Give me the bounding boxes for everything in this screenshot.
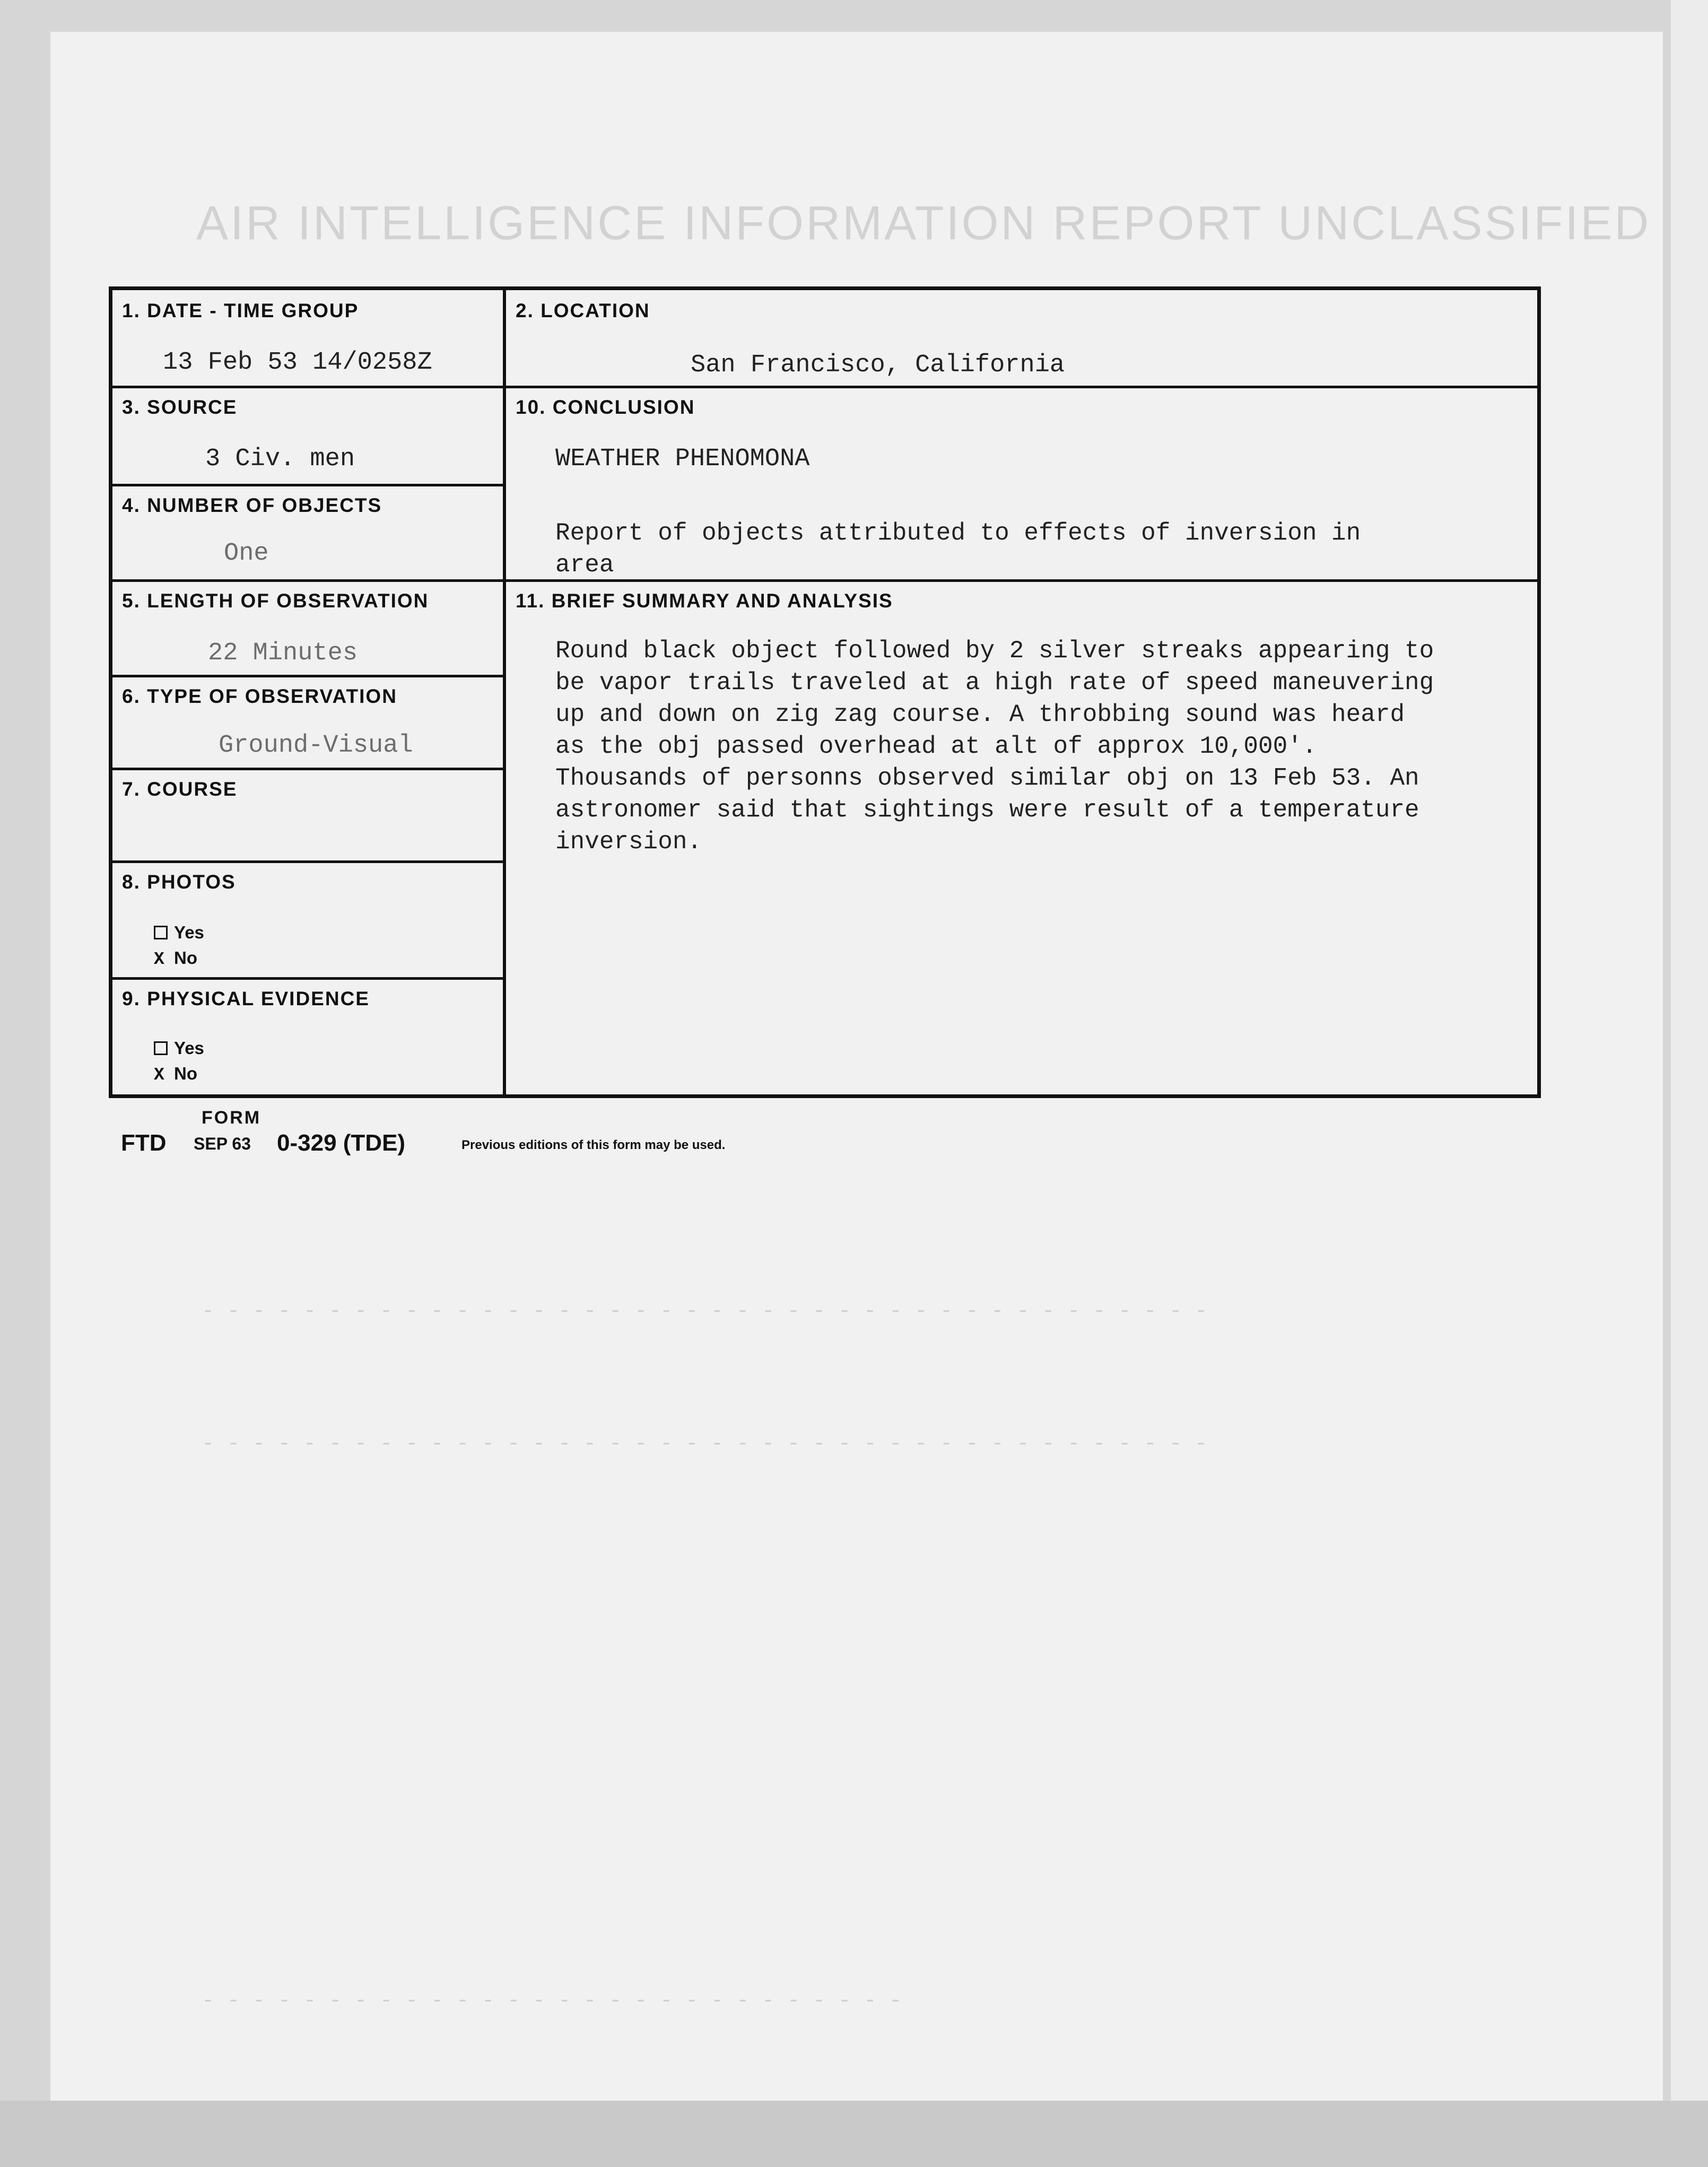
length-of-observation-label: 5. LENGTH OF OBSERVATION (122, 590, 429, 612)
type-of-observation-value: Ground-Visual (219, 732, 413, 760)
footer-agency: FTD (121, 1130, 167, 1156)
ghost-text-line: - - - - - - - - - - - - - - - - - - - - - - - - - - - - (202, 1989, 902, 2013)
date-time-group-label: 1. DATE - TIME GROUP (122, 300, 359, 321)
row-divider (112, 484, 505, 486)
footer-form-word: FORM (202, 1108, 262, 1128)
photos-yes-mark (154, 924, 168, 944)
physical-evidence-yes-option[interactable] (154, 1038, 204, 1059)
photos-no-option[interactable] (154, 948, 197, 969)
physical-evidence-yes-mark (154, 1040, 168, 1059)
location-value: San Francisco, California (691, 351, 1065, 379)
scan-bottom-band (0, 2101, 1708, 2167)
photos-no-mark: X (154, 950, 164, 969)
row-divider (112, 860, 505, 863)
ghost-text-line: - - - - - - - - - - - - - - - - - - - - - - - - - - - - - - - - - - - - - - - - (202, 1300, 1208, 1324)
physical-evidence-no-mark: X (154, 1065, 164, 1085)
photos-yes-label: Yes (174, 923, 204, 942)
physical-evidence-no-option[interactable] (154, 1064, 197, 1085)
number-of-objects-label: 4. NUMBER OF OBJECTS (122, 494, 382, 516)
column-divider (503, 290, 506, 1094)
ghost-report-title: AIR INTELLIGENCE INFORMATION REPORT UNCLASSIFIED (196, 197, 1651, 250)
length-of-observation-value: 22 Minutes (208, 639, 358, 667)
photos-no-label: No (174, 948, 197, 968)
conclusion-label: 10. CONCLUSION (516, 396, 695, 418)
page-edge (1671, 0, 1708, 2167)
physical-evidence-yes-label: Yes (174, 1038, 204, 1058)
physical-evidence-no-label: No (174, 1064, 197, 1083)
photos-yes-option[interactable] (154, 923, 204, 944)
type-of-observation-label: 6. TYPE OF OBSERVATION (122, 685, 397, 707)
source-label: 3. SOURCE (122, 396, 238, 418)
ghost-text-line: - - - - - - - - - - - - - - - - - - - - - - - - - - - - - - - - - - - - - - - - (202, 1432, 1208, 1456)
photos-label: 8. PHOTOS (122, 871, 236, 893)
summary-label: 11. BRIEF SUMMARY AND ANALYSIS (516, 590, 893, 612)
row-divider (112, 675, 505, 677)
row-divider (112, 977, 505, 980)
footer-notice: Previous editions of this form may be used. (461, 1138, 726, 1152)
location-label: 2. LOCATION (516, 300, 650, 321)
row-divider (112, 386, 1537, 388)
course-label: 7. COURSE (122, 778, 238, 800)
physical-evidence-label: 9. PHYSICAL EVIDENCE (122, 988, 370, 1009)
source-value: 3 Civ. men (205, 445, 355, 473)
project-card-form (109, 286, 1541, 1098)
footer-date-code: SEP 63 (194, 1134, 251, 1153)
summary-text: Round black object followed by 2 silver streaks appearing to be vapor trails traveled at a high rate of speed maneuvering up and down on zig zag course. A throbbing sound was heard as the obj passed overhead at alt of approx 10,000'. Thousands of personns observed similar obj on 13 Feb 53. An astronomer said that sightings were result of a temperature inversion. (555, 637, 1434, 856)
number-of-objects-value: One (224, 539, 269, 568)
conclusion-value: WEATHER PHENOMONA (555, 445, 810, 473)
row-divider (112, 768, 505, 770)
date-time-group-value: 13 Feb 53 14/0258Z (163, 349, 432, 377)
footer-form-number: 0-329 (TDE) (277, 1130, 406, 1156)
conclusion-detail: Report of objects attributed to effects of inversion in area (555, 519, 1361, 579)
